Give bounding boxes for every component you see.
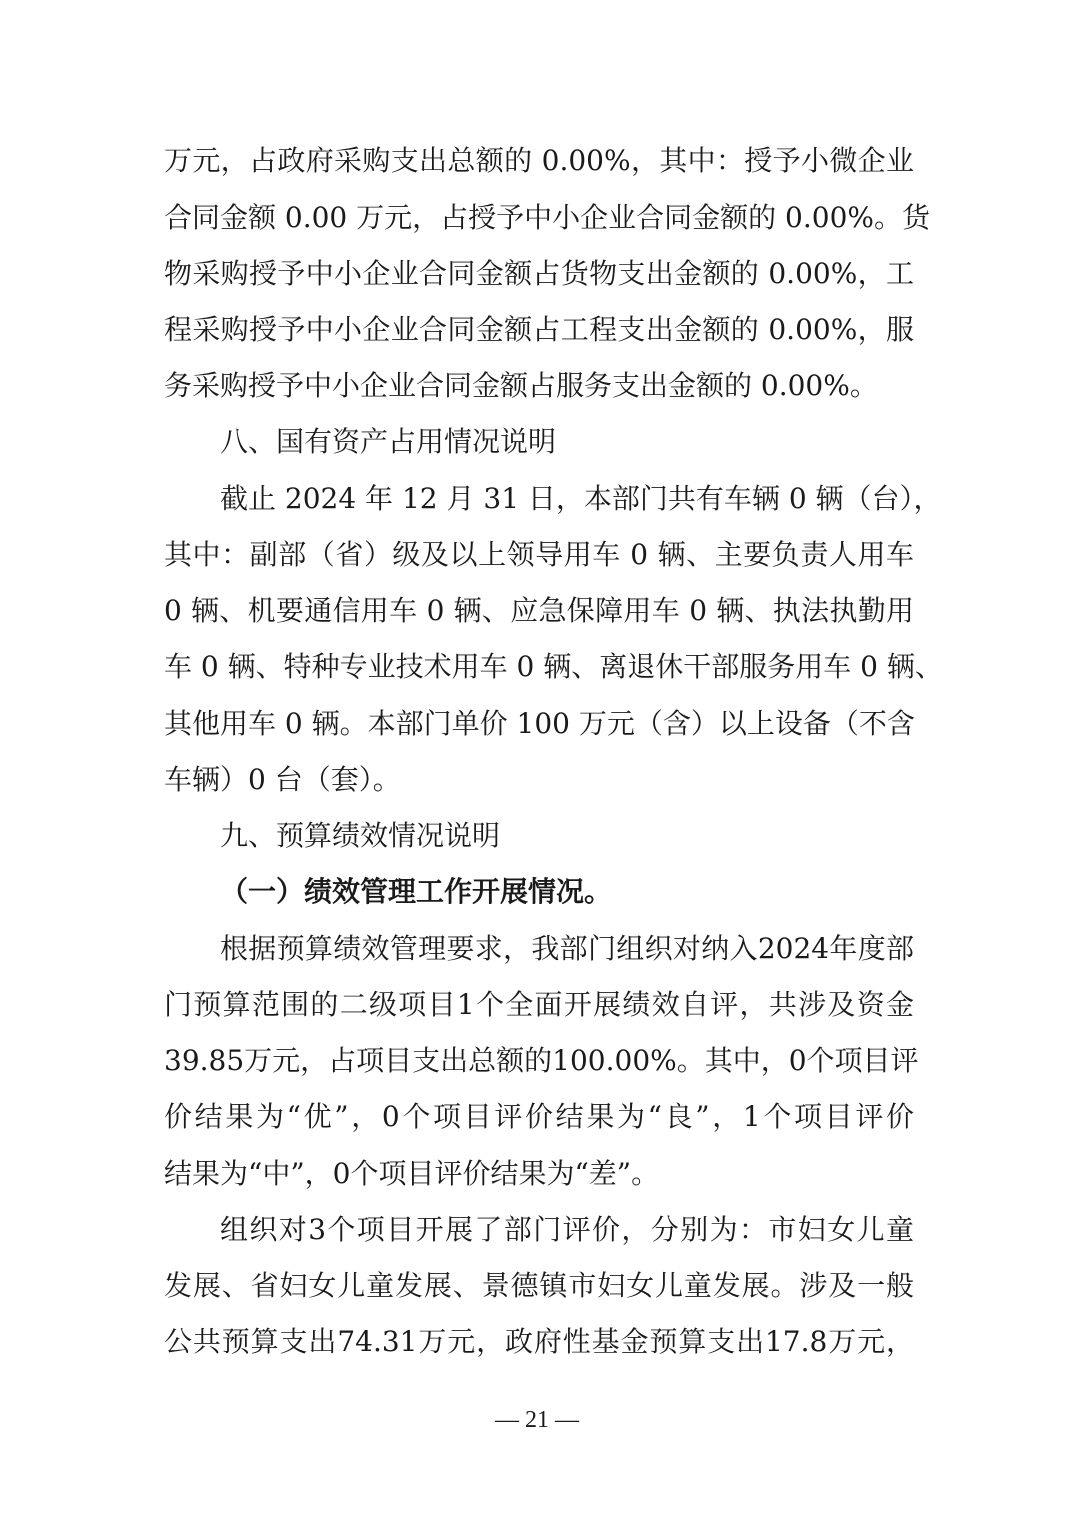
body-line: 物采购授予中小企业合同金额占货物支出金额的 0.00%，工: [164, 257, 914, 290]
body-line: 39.85万元，占项目支出总额的100.00%。其中，0个项目评: [164, 1044, 919, 1077]
body-line: 组织对3个项目开展了部门评价，分别为：市妇女儿童: [220, 1213, 914, 1246]
body-line: 结果为“中”，0个项目评价结果为“差”。: [164, 1157, 660, 1190]
body-line: 根据预算绩效管理要求，我部门组织对纳入2024年度部: [220, 932, 914, 965]
body-line: 车辆）0 台（套）。: [164, 763, 401, 796]
body-line: 发展、省妇女儿童发展、景德镇市妇女儿童发展。涉及一般: [164, 1269, 914, 1302]
page-number: — 21 —: [495, 1407, 579, 1433]
section-heading-assets: 八、国有资产占用情况说明: [220, 425, 557, 458]
body-line: 截止 2024 年 12 月 31 日，本部门共有车辆 0 辆（台），: [220, 482, 942, 515]
body-line: 价结果为“优”，0个项目评价结果为“良”，1个项目评价: [164, 1100, 914, 1133]
body-line: 公共预算支出74.31万元，政府性基金预算支出17.8万元，: [164, 1325, 914, 1358]
body-line: 车 0 辆、特种专业技术用车 0 辆、离退休干部服务用车 0 辆、: [164, 650, 943, 683]
body-line: 程采购授予中小企业合同金额占工程支出金额的 0.00%，服: [164, 313, 914, 346]
subsection-heading: （一）绩效管理工作开展情况。: [220, 875, 613, 908]
body-line: 其他用车 0 辆。本部门单价 100 万元（含）以上设备（不含: [164, 707, 915, 740]
body-line: 万元，占政府采购支出总额的 0.00%，其中：授予小微企业: [164, 144, 914, 177]
body-line: 其中：副部（省）级及以上领导用车 0 辆、主要负责人用车: [164, 538, 914, 571]
body-line: 门预算范围的二级项目1个全面开展绩效自评，共涉及资金: [164, 988, 914, 1021]
body-line: 0 辆、机要通信用车 0 辆、应急保障用车 0 辆、执法执勤用: [164, 594, 914, 627]
section-heading-performance: 九、预算绩效情况说明: [220, 819, 501, 852]
body-line: 务采购授予中小企业合同金额占服务支出金额的 0.00%。: [164, 369, 878, 402]
body-line: 合同金额 0.00 万元，占授予中小企业合同金额的 0.00%。货: [164, 201, 930, 234]
